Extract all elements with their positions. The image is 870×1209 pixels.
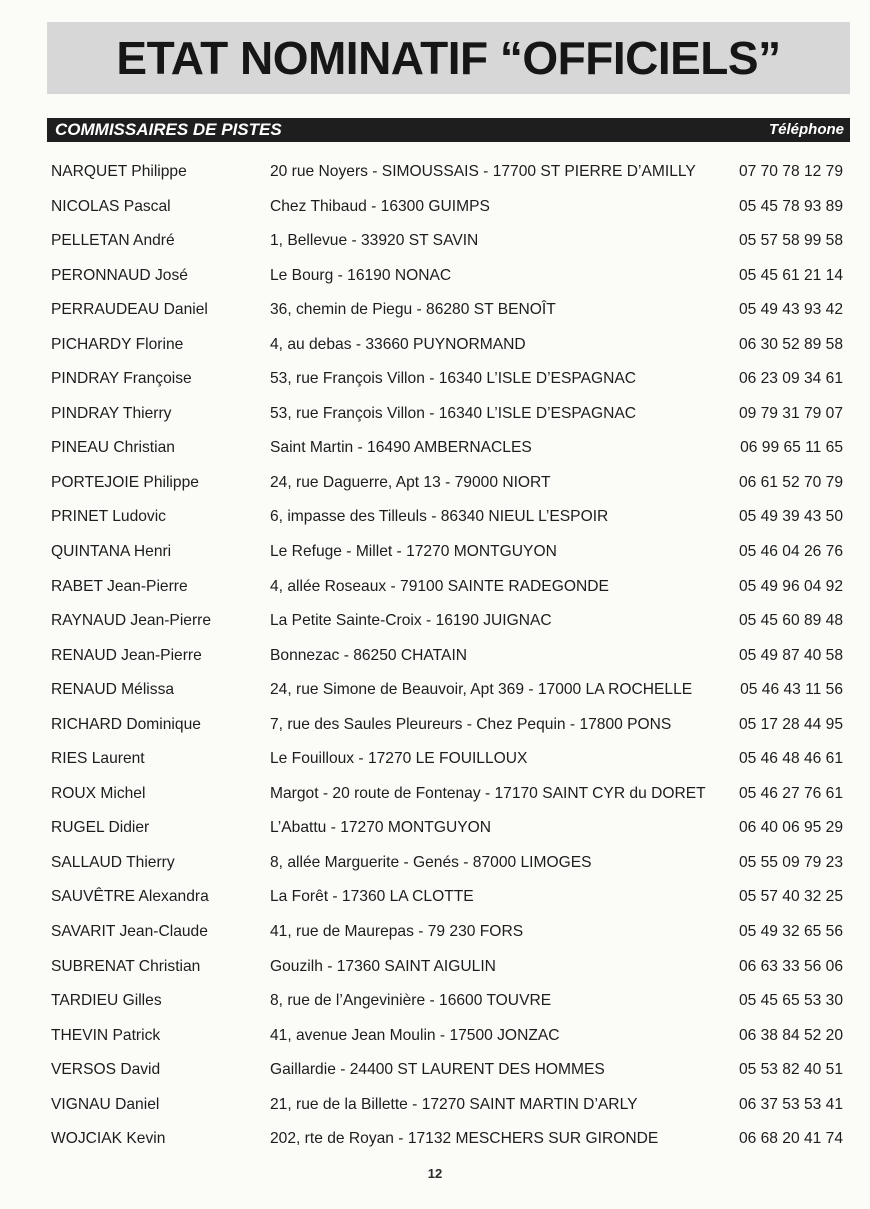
official-phone: 05 46 43 11 56 [740, 681, 843, 699]
official-address: 8, rue de l’Angevinière - 16600 TOUVRE [270, 992, 552, 1010]
official-address: 24, rue Daguerre, Apt 13 - 79000 NIORT [270, 473, 551, 491]
official-address: Gouzilh - 17360 SAINT AIGULIN [270, 957, 496, 975]
official-phone: 05 45 65 53 30 [738, 992, 843, 1010]
list-item [0, 397, 870, 432]
list-item [0, 155, 870, 190]
official-address: 4, au debas - 33660 PUYNORMAND [270, 335, 526, 353]
officials-list [0, 155, 870, 1157]
official-phone: 05 46 04 26 76 [738, 543, 843, 561]
official-address: 20 rue Noyers - SIMOUSSAIS - 17700 ST PIERRE D’AMILLY [270, 163, 696, 180]
official-name: RIES Laurent [51, 750, 145, 768]
official-phone: 05 53 82 40 51 [738, 1061, 843, 1079]
official-address: Bonnezac - 86250 CHATAIN [270, 646, 468, 664]
official-phone: 06 30 52 89 58 [738, 335, 843, 353]
official-address: 8, allée Marguerite - Genés - 87000 LIMOGES [270, 853, 592, 871]
list-item [0, 708, 870, 743]
title-band [47, 22, 850, 94]
official-name: NARQUET Philippe [51, 163, 187, 180]
list-item [0, 535, 870, 570]
list-item [0, 293, 870, 328]
official-phone: 05 46 27 76 61 [738, 784, 843, 802]
official-name: TARDIEU Gilles [51, 992, 162, 1010]
official-phone: 06 99 65 11 65 [740, 439, 843, 457]
official-name: RENAUD Jean-Pierre [51, 646, 202, 664]
official-address: Saint Martin - 16490 AMBERNACLES [270, 439, 532, 457]
official-name: NICOLAS Pascal [51, 197, 171, 215]
list-item [0, 950, 870, 985]
official-name: PERRAUDEAU Daniel [51, 301, 208, 319]
official-name: SUBRENAT Christian [51, 957, 201, 975]
official-name: PELLETAN André [51, 232, 175, 250]
list-item [0, 811, 870, 846]
list-item [0, 915, 870, 950]
official-name: PERONNAUD José [51, 266, 188, 284]
official-name: QUINTANA Henri [51, 543, 172, 561]
official-name: RICHARD Dominique [51, 715, 201, 733]
official-name: THEVIN Patrick [51, 1026, 161, 1044]
official-phone: 05 49 87 40 58 [738, 646, 843, 664]
list-item [0, 1053, 870, 1088]
official-name: SAUVÊTRE Alexandra [51, 888, 209, 906]
official-address: 7, rue des Saules Pleureurs - Chez Pequin - 17800 PONS [270, 715, 672, 733]
official-phone: 06 23 09 34 61 [738, 370, 843, 388]
phone-column-header: Téléphone [768, 121, 844, 138]
official-name: PRINET Ludovic [51, 508, 166, 526]
official-name: PINDRAY Françoise [51, 370, 192, 388]
official-name: PORTEJOIE Philippe [51, 473, 199, 491]
official-phone: 07 70 78 12 79 [738, 163, 843, 180]
list-item [0, 1019, 870, 1054]
official-phone: 05 49 96 04 92 [738, 577, 843, 595]
official-name: VERSOS David [51, 1061, 161, 1079]
official-address: 4, allée Roseaux - 79100 SAINTE RADEGONDE [270, 577, 609, 595]
list-item [0, 500, 870, 535]
official-address: 21, rue de la Billette - 17270 SAINT MARTIN D’ARLY [270, 1095, 638, 1113]
official-phone: 05 46 48 46 61 [738, 750, 843, 768]
official-address: Gaillardie - 24400 ST LAURENT DES HOMMES [270, 1061, 605, 1079]
official-phone: 05 57 40 32 25 [738, 888, 843, 906]
list-item [0, 224, 870, 259]
official-address: 6, impasse des Tilleuls - 86340 NIEUL L’ESPOIR [270, 508, 609, 526]
list-item [0, 846, 870, 881]
official-phone: 05 45 78 93 89 [738, 197, 843, 215]
list-item [0, 431, 870, 466]
official-phone: 06 37 53 53 41 [738, 1095, 843, 1113]
official-phone: 06 63 33 56 06 [738, 957, 843, 975]
official-phone: 05 49 43 93 42 [738, 301, 843, 319]
official-name: SALLAUD Thierry [51, 853, 175, 871]
official-name: RUGEL Didier [51, 819, 150, 837]
official-address: 202, rte de Royan - 17132 MESCHERS SUR GIRONDE [270, 1130, 659, 1148]
official-address: Le Fouilloux - 17270 LE FOUILLOUX [270, 750, 528, 768]
official-address: 36, chemin de Piegu - 86280 ST BENOÎT [270, 301, 556, 319]
official-address: Le Refuge - Millet - 17270 MONTGUYON [270, 543, 557, 561]
official-name: WOJCIAK Kevin [51, 1130, 166, 1148]
list-item [0, 742, 870, 777]
official-phone: 05 49 39 43 50 [738, 508, 843, 526]
official-phone: 09 79 31 79 07 [738, 404, 843, 422]
official-phone: 05 49 32 65 56 [738, 923, 843, 941]
official-phone: 06 61 52 70 79 [738, 473, 843, 491]
official-name: PINDRAY Thierry [51, 404, 172, 422]
official-phone: 06 38 84 52 20 [738, 1026, 843, 1044]
official-phone: 05 45 61 21 14 [738, 266, 843, 284]
official-phone: 05 57 58 99 58 [738, 232, 843, 250]
official-address: Le Bourg - 16190 NONAC [270, 266, 452, 284]
list-item [0, 570, 870, 605]
list-item [0, 328, 870, 363]
list-item [0, 362, 870, 397]
official-address: 24, rue Simone de Beauvoir, Apt 369 - 17000 LA ROCHELLE [270, 681, 693, 699]
list-item [0, 1122, 870, 1157]
list-item [0, 880, 870, 915]
list-item [0, 639, 870, 674]
official-name: RAYNAUD Jean-Pierre [51, 612, 212, 630]
official-address: Chez Thibaud - 16300 GUIMPS [270, 197, 490, 215]
official-address: La Forêt - 17360 LA CLOTTE [270, 888, 474, 906]
official-address: 53, rue François Villon - 16340 L’ISLE D’ESPAGNAC [270, 404, 637, 422]
list-item [0, 984, 870, 1019]
official-phone: 06 40 06 95 29 [738, 819, 843, 837]
official-address: 53, rue François Villon - 16340 L’ISLE D’ESPAGNAC [270, 370, 637, 388]
page-number: 12 [427, 1166, 443, 1181]
list-item [0, 777, 870, 812]
official-phone: 05 45 60 89 48 [738, 612, 843, 630]
official-phone: 05 17 28 44 95 [738, 715, 843, 733]
list-item [0, 259, 870, 294]
official-phone: 06 68 20 41 74 [738, 1130, 843, 1148]
official-address: 41, avenue Jean Moulin - 17500 JONZAC [270, 1026, 560, 1044]
official-name: VIGNAU Daniel [51, 1095, 160, 1113]
list-item [0, 190, 870, 225]
official-address: Margot - 20 route de Fontenay - 17170 SAINT CYR du DORET [270, 784, 706, 802]
official-address: La Petite Sainte-Croix - 16190 JUIGNAC [270, 612, 552, 630]
official-name: SAVARIT Jean-Claude [51, 923, 208, 941]
list-item [0, 604, 870, 639]
official-address: 41, rue de Maurepas - 79 230 FORS [270, 923, 524, 941]
official-name: PINEAU Christian [51, 439, 175, 457]
official-address: L’Abattu - 17270 MONTGUYON [270, 819, 491, 837]
list-item [0, 466, 870, 501]
official-address: 1, Bellevue - 33920 ST SAVIN [270, 232, 479, 250]
list-item [0, 1088, 870, 1123]
official-name: ROUX Michel [51, 784, 146, 802]
section-header-bar [47, 118, 850, 142]
official-name: PICHARDY Florine [51, 335, 184, 353]
section-title: COMMISSAIRES DE PISTES [55, 120, 282, 139]
official-name: RENAUD Mélissa [51, 681, 175, 699]
page-title: ETAT NOMINATIF “OFFICIELS” [116, 32, 781, 84]
list-item [0, 673, 870, 708]
official-phone: 05 55 09 79 23 [738, 853, 843, 871]
official-name: RABET Jean-Pierre [51, 577, 188, 595]
